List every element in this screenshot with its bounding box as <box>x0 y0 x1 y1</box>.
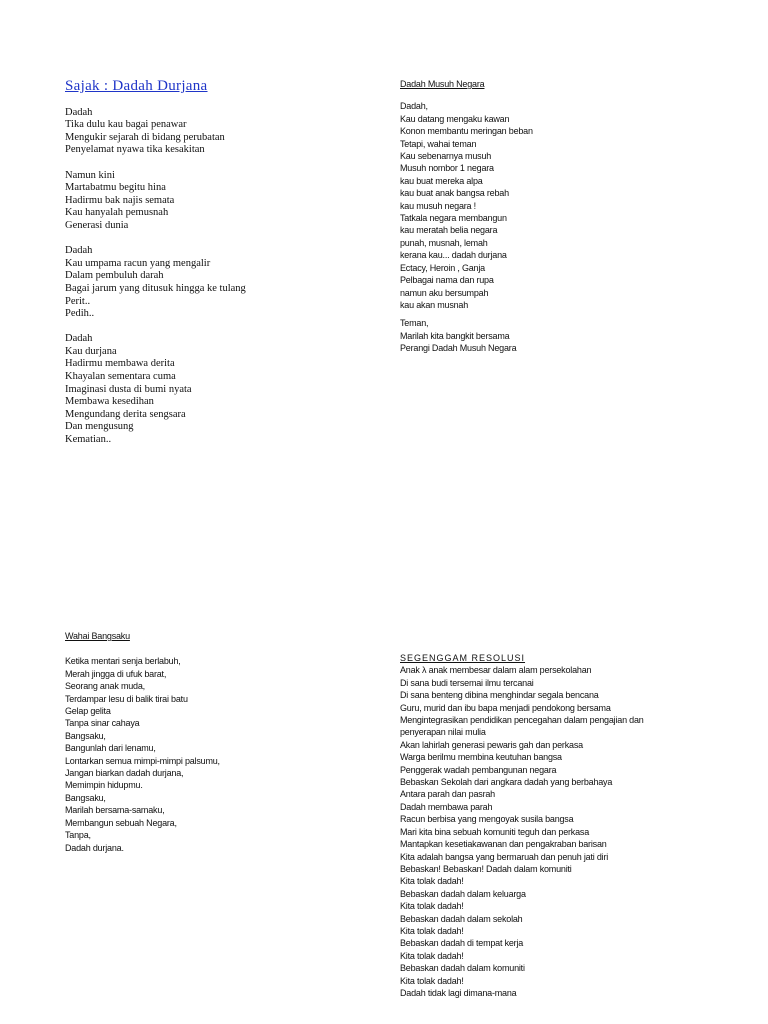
poem-line: Merah jingga di ufuk barat, <box>65 668 167 679</box>
poem-line: Imaginasi dusta di bumi nyata <box>65 383 192 395</box>
poem-line: Dadah <box>65 245 93 257</box>
poem-line: Hadirmu bak najis semata <box>65 194 175 206</box>
poem-line: Seorang anak muda, <box>65 681 145 692</box>
poem-line: Marilah kita bangkit bersama <box>400 330 510 341</box>
poem-line: Anak λ anak membesar dalam alam persekolahan <box>400 665 592 676</box>
poem-line: Bebaskan dadah dalam keluarga <box>400 888 526 899</box>
stanza <box>65 107 246 157</box>
poem-line: Warga berilmu membina keutuhan bangsa <box>400 752 562 763</box>
poem-line: Tanpa sinar cahaya <box>65 718 140 729</box>
poem-line: Bebaskan! Bebaskan! Dadah dalam komuniti <box>400 863 572 874</box>
stanza <box>400 100 533 311</box>
poem-wahai-bangsaku <box>65 630 220 854</box>
poem-line: Antara parah dan pasrah <box>400 789 495 800</box>
poem-line: Kau durjana <box>65 345 117 357</box>
poem-line: Jangan biarkan dadah durjana, <box>65 768 184 779</box>
poem-line: Ketika mentari senja berlabuh, <box>65 656 181 667</box>
poem-line: Konon membantu meringan beban <box>400 126 533 137</box>
poem-line: Teman, <box>400 318 429 329</box>
poem-title-musuh-negara: Dadah Musuh Negara <box>400 79 485 89</box>
poem-line: Dadah tidak lagi dimana-mana <box>400 987 517 998</box>
poem-line: Perangi Dadah Musuh Negara <box>400 343 517 354</box>
poem-line: kerana kau... dadah durjana <box>400 250 507 261</box>
poem-dadah-musuh-negara <box>400 78 533 361</box>
poem-line: kau meratah belia negara <box>400 225 498 236</box>
poem-line: Bebaskan Sekolah dari angkara dadah yang berbahaya <box>400 777 613 788</box>
poem-line: Kau sebenarnya musuh <box>400 151 492 162</box>
poem-line: Dadah <box>65 106 93 118</box>
poem-line: Penggerak wadah pembangunan negara <box>400 764 557 775</box>
poem-line: kau buat mereka alpa <box>400 175 483 186</box>
poem-line: Di sana budi tersemai ilmu tercanai <box>400 677 534 688</box>
poem-line: Kau umpama racun yang mengalir <box>65 257 211 269</box>
poem-line: Penyelamat nyawa tika kesakitan <box>65 144 205 156</box>
poem-line: Musuh nombor 1 negara <box>400 163 494 174</box>
poem-line: Membawa kesedihan <box>65 396 154 408</box>
stanza <box>65 333 246 446</box>
poem-line: Dadah, <box>400 101 428 112</box>
poem-line: Kita tolak dadah! <box>400 950 464 961</box>
poem-line: Perit.. <box>65 295 91 307</box>
poem-line: Dadah membawa parah <box>400 801 493 812</box>
poem-line: Mengundang derita sengsara <box>65 408 186 420</box>
poem-line: Generasi dunia <box>65 219 129 231</box>
poem-line: kau akan musnah <box>400 299 469 310</box>
poem-line: Bangunlah dari lenamu, <box>65 743 156 754</box>
poem-line: punah, musnah, lemah <box>400 237 488 248</box>
poem-line: Bangsaku, <box>65 730 106 741</box>
poem-line: Mengukir sejarah di bidang perubatan <box>65 131 225 143</box>
poem-line: namun aku bersumpah <box>400 287 489 298</box>
poem-line: Namun kini <box>65 169 115 181</box>
poem-line: Dadah <box>65 333 93 345</box>
poem-line: Tanpa, <box>65 830 91 841</box>
poem-line: Lontarkan semua mimpi-mimpi palsumu, <box>65 755 220 766</box>
poem-line: Ectacy, Heroin , Ganja <box>400 262 485 273</box>
poem-line: Akan lahirlah generasi pewaris gah dan perkasa <box>400 739 583 750</box>
poem-line: Terdampar lesu di balik tirai batu <box>65 693 188 704</box>
poem-line: Bebaskan dadah dalam sekolah <box>400 913 523 924</box>
poem-line: Khayalan sementara cuma <box>65 371 176 383</box>
poem-line: Bebaskan dadah di tempat kerja <box>400 938 524 949</box>
poem-line: Kita tolak dadah! <box>400 901 464 912</box>
poem-line: Tatkala negara membangun <box>400 213 507 224</box>
poem-line: Bagai jarum yang ditusuk hingga ke tulang <box>65 282 246 294</box>
poem-line: Kau datang mengaku kawan <box>400 113 510 124</box>
poem-line: Mantapkan kesetiakawanan dan pengakraban barisan <box>400 839 607 850</box>
poem-line: Kita tolak dadah! <box>400 925 464 936</box>
poem-line: Dan mengusung <box>65 421 134 433</box>
poem-line: Tika dulu kau bagai penawar <box>65 119 187 131</box>
poem-line: kau buat anak bangsa rebah <box>400 188 509 199</box>
poem-title-segenggam-resolusi: SEGENGGAM RESOLUSI <box>400 653 526 663</box>
poem-line: Membangun sebuah Negara, <box>65 817 177 828</box>
poem-line: Kita tolak dadah! <box>400 876 464 887</box>
poem-title-wahai-bangsaku: Wahai Bangsaku <box>65 631 130 641</box>
poem-line: Kau hanyalah pemusnah <box>65 207 169 219</box>
poem-line: Hadirmu membawa derita <box>65 358 175 370</box>
poem-line: Pedih.. <box>65 308 95 320</box>
poem-line: Bebaskan dadah dalam komuniti <box>400 963 525 974</box>
stanza <box>65 245 246 321</box>
poem-line: Kita tolak dadah! <box>400 975 464 986</box>
poem-line: Martabatmu begitu hina <box>65 182 166 194</box>
poem2-body <box>400 100 533 354</box>
poem-line: Kematian.. <box>65 434 112 446</box>
poem4-body <box>400 664 665 999</box>
poem-title-dadah-durjana: Sajak : Dadah Durjana <box>65 78 208 94</box>
poem-line: Pelbagai nama dan rupa <box>400 275 494 286</box>
poem-segenggam-resolusi <box>400 652 665 999</box>
stanza <box>65 170 246 233</box>
poem-line: Memimpin hidupmu. <box>65 780 143 791</box>
poem1-body <box>65 107 246 447</box>
poem-line: Kita adalah bangsa yang bermaruah dan penuh jati diri <box>400 851 609 862</box>
poem-line: Guru, murid dan ibu bapa menjadi pendokong bersama <box>400 702 611 713</box>
poem-line: Di sana benteng dibina menghindar segala bencana <box>400 690 599 701</box>
poem-line: Tetapi, wahai teman <box>400 138 477 149</box>
stanza <box>400 317 533 354</box>
poem-line: Mari kita bina sebuah komuniti teguh dan perkasa <box>400 826 590 837</box>
poem-line: Mengintegrasikan pendidikan pencegahan dalam pengajian dan penyerapan nilai mulia <box>400 715 644 738</box>
poem-line: Racun berbisa yang mengoyak susila bangsa <box>400 814 574 825</box>
poem-dadah-durjana <box>65 80 246 459</box>
poem-line: Dadah durjana. <box>65 842 124 853</box>
poem-line: Dalam pembuluh darah <box>65 270 164 282</box>
poem3-body <box>65 655 220 854</box>
poem-line: Gelap gelita <box>65 706 111 717</box>
poem-line: Bangsaku, <box>65 792 106 803</box>
poem-line: kau musuh negara ! <box>400 200 476 211</box>
poem-line: Marilah bersama-samaku, <box>65 805 165 816</box>
